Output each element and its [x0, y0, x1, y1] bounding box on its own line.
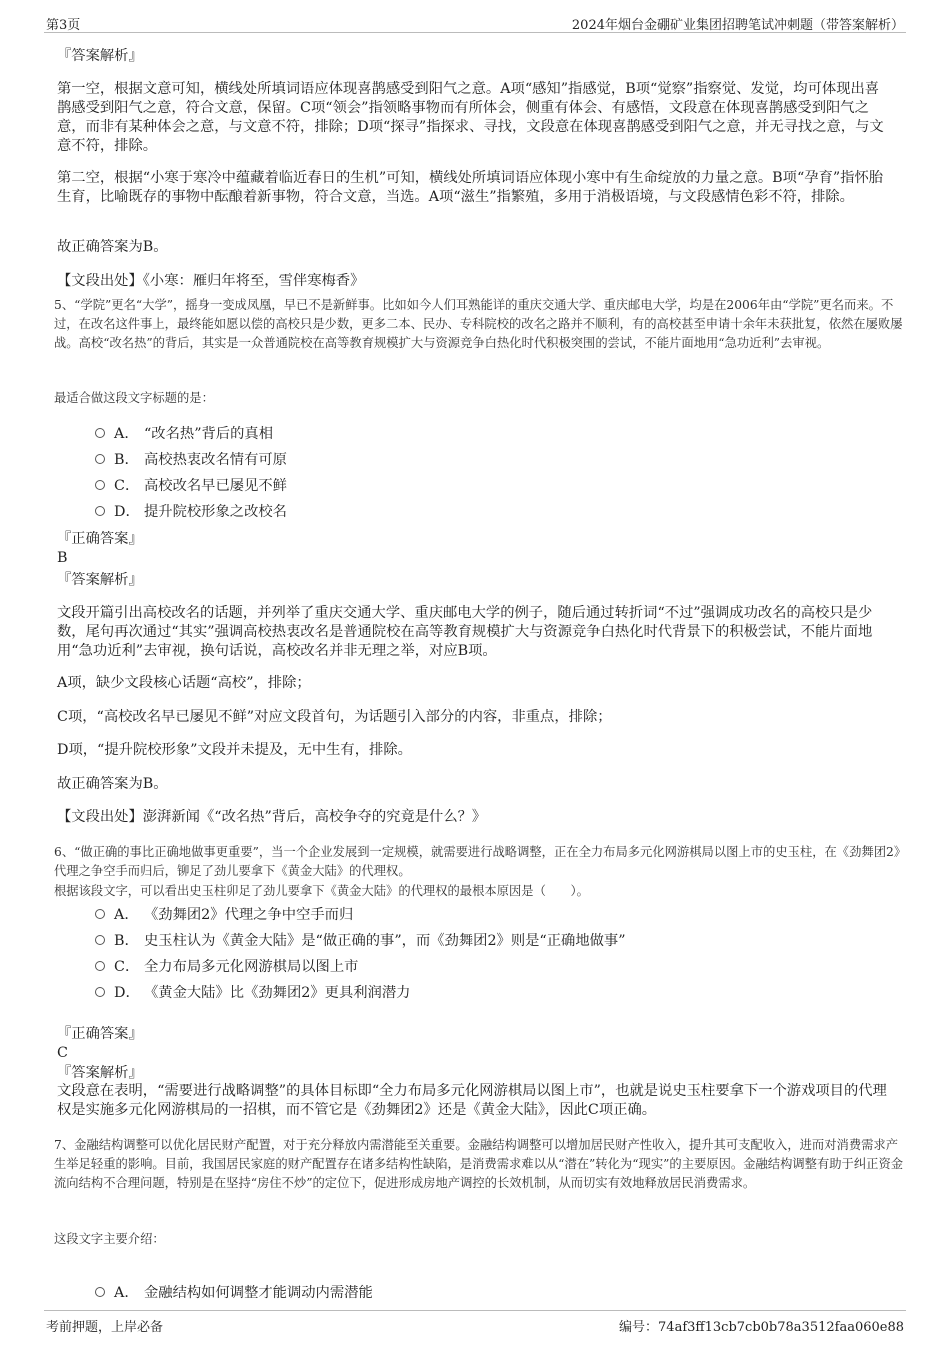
option-d[interactable]: D． 提升院校形象之改校名	[95, 502, 287, 522]
analysis-paragraph: 文段开篇引出高校改名的话题，并列举了重庆交通大学、重庆邮电大学的例子，随后通过转折词“不过”强调成功改名的高校只是少数，尾句再次通过“其实”强调高校热衷改名是普通院校在高等教育规模扩大与资源竞争白热化时代背景下的积极尝试，不能片面地用“急功近利”去审视，换句话说，高校改名并非无理之举，对应B项。	[57, 605, 873, 659]
analysis-paragraph: 第二空，根据“小寒于寒冷中蕴藏着临近春日的生机”可知，横线处所填词语应体现小寒中有生命绽放的力量之意。B项“孕育”指怀胎生育，比喻既存的事物中酝酿着新事物，符合文意，当选。A项“滋生”指繁殖，多用于消极语境，与文段感情色彩不符，排除。	[57, 170, 884, 205]
option-b[interactable]: B． 史玉柱认为《黄金大陆》是“做正确的事”，而《劲舞团2》则是“正确地做事”	[95, 931, 626, 951]
answer-label: 『正确答案』	[57, 531, 143, 547]
option-d[interactable]: D． 《黄金大陆》比《劲舞团2》更具利润潜力	[95, 983, 410, 1003]
page-header	[44, 10, 906, 33]
radio-icon[interactable]	[95, 1287, 105, 1297]
page-footer	[44, 1310, 906, 1335]
question-5-prompt: 最适合做这段文字标题的是：	[54, 391, 214, 405]
analysis-paragraph: D项，“提升院校形象”文段并未提及，无中生有，排除。	[57, 742, 412, 758]
radio-icon[interactable]	[95, 480, 105, 490]
option-b[interactable]: B． 高校热衷改名情有可原	[95, 450, 287, 470]
conclusion: 故正确答案为B。	[57, 776, 168, 792]
document-id: 编号：74af3ff13cb7cb0b78a3512faa060e88	[619, 1320, 904, 1335]
page-number: 第3页	[46, 18, 81, 33]
answer-value: B	[57, 550, 68, 566]
option-a[interactable]: A． 金融结构如何调整才能调动内需潜能	[95, 1283, 373, 1303]
question-5-text: 5、“学院”更名“大学”，摇身一变成凤凰，早已不是新鲜事。比如如今人们耳熟能详的重庆交通大学、重庆邮电大学，均是在2006年由“学院”更名而来。不过，在改名这件事上，最终能如愿以偿的高校只是少数，更多二本、民办、专科院校的改名之路并不顺利，有的高校甚至申请十余年未获批复，依然在屡败屡战。高校“改名热”的背后，其实是一众普通院校在高等教育规模扩大与资源竞争白热化时代积极突围的尝试，不能片面地用“急功近利”去审视。	[54, 298, 903, 350]
analysis-label: 『答案解析』	[57, 1065, 143, 1081]
question-7-text: 7、金融结构调整可以优化居民财产配置，对于充分释放内需潜能至关重要。金融结构调整可以增加居民财产性收入，提升其可支配收入，进而对消费需求产生举足轻重的影响。目前，我国居民家庭的财产配置存在诸多结构性缺陷，是消费需求难以从“潜在”转化为“现实”的主要原因。金融结构调整有助于纠正资金流向结构不合理问题，特别是在坚持“房住不炒”的定位下，促进形成房地产调控的长效机制，从而切实有效地释放居民消费需求。	[54, 1138, 904, 1190]
passage-source: 【文段出处】《小寒：雁归年将至，雪伴寒梅香》	[57, 273, 365, 289]
analysis-paragraph: A项，缺少文段核心话题“高校”，排除；	[57, 675, 311, 691]
question-6-text: 6、“做正确的事比正确地做事更重要”，当一个企业发展到一定规模，就需要进行战略调整，正在全力布局多元化网游棋局以图上市的史玉柱，在《劲舞团2》代理之争空手而归后，铆足了劲儿要拿下《黄金大陆》的代理权。	[54, 845, 900, 878]
analysis-label: 『答案解析』	[57, 48, 143, 64]
analysis-paragraph: 第一空，根据文意可知，横线处所填词语应体现喜鹊感受到阳气之意。A项“感知”指感觉，B项“觉察”指察觉、发觉，均可体现出喜鹊感受到阳气之意，符合文意，保留。C项“领会”指领略事物而有所体会，侧重有体会、有感悟，文段意在体现喜鹊感受到阳气之意，而非有某种体会之意，与文意不符，排除；D项“探寻”指探求、寻找，文段意在体现喜鹊感受到阳气之意，并无寻找之意，与文意不符，排除。	[57, 81, 884, 154]
radio-icon[interactable]	[95, 935, 105, 945]
answer-label: 『正确答案』	[57, 1026, 143, 1042]
radio-icon[interactable]	[95, 506, 105, 516]
analysis-paragraph: C项，“高校改名早已屡见不鲜”对应文段首句，为话题引入部分的内容，非重点，排除；	[57, 709, 612, 725]
radio-icon[interactable]	[95, 909, 105, 919]
document-title: 2024年烟台金硼矿业集团招聘笔试冲刺题（带答案解析）	[571, 18, 904, 33]
analysis-paragraph: 文段意在表明，“需要进行战略调整”的具体目标即“全力布局多元化网游棋局以图上市”，也就是说史玉柱要拿下一个游戏项目的代理权是实施多元化网游棋局的一招棋，而不管它是《劲舞团2》还是《黄金大陆》，因此C项正确。	[57, 1083, 887, 1118]
conclusion: 故正确答案为B。	[57, 239, 168, 255]
analysis-label: 『答案解析』	[57, 572, 143, 588]
footer-slogan: 考前押题，上岸必备	[46, 1320, 164, 1335]
answer-value: C	[57, 1045, 68, 1061]
question-7-prompt: 这段文字主要介绍：	[54, 1232, 165, 1246]
option-a[interactable]: A． “改名热”背后的真相	[95, 424, 273, 444]
option-a[interactable]: A． 《劲舞团2》代理之争中空手而归	[95, 905, 353, 925]
option-c[interactable]: C． 全力布局多元化网游棋局以图上市	[95, 957, 358, 977]
radio-icon[interactable]	[95, 428, 105, 438]
question-6-prompt: 根据该段文字，可以看出史玉柱卯足了劲儿要拿下《黄金大陆》的代理权的最根本原因是（ ）。	[54, 884, 589, 898]
radio-icon[interactable]	[95, 454, 105, 464]
passage-source: 【文段出处】澎湃新闻《“改名热”背后，高校争夺的究竟是什么？》	[57, 809, 487, 825]
option-c[interactable]: C． 高校改名早已屡见不鲜	[95, 476, 287, 496]
radio-icon[interactable]	[95, 961, 105, 971]
radio-icon[interactable]	[95, 987, 105, 997]
